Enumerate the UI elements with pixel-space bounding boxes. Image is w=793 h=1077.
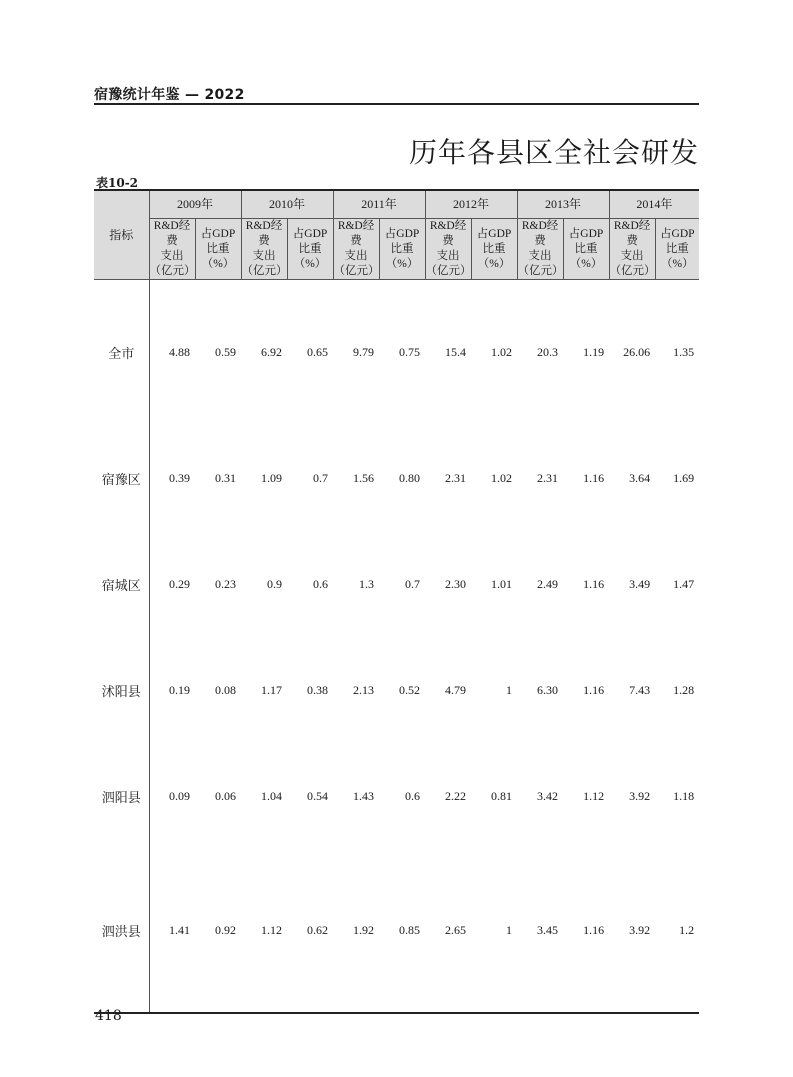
rd-expenditure-cell: 0.9 xyxy=(267,576,283,591)
gdp-share-cell: 0.59 xyxy=(215,345,237,359)
rd-expenditure-cell: 3.64 xyxy=(629,470,651,485)
rd-expenditure-cell: 3.45 xyxy=(517,849,563,1013)
rd-expenditure-cell: 0.09 xyxy=(169,788,190,803)
rd-expenditure-cell: 1.92 xyxy=(333,849,379,1013)
gdp-share-cell: 1.35 xyxy=(673,345,695,359)
header-line: （亿元） xyxy=(517,265,564,277)
rd-expenditure-cell: 2.49 xyxy=(537,576,559,591)
header-line: 支出 xyxy=(252,250,276,262)
rd-expenditure-cell: 2.31 xyxy=(537,470,559,485)
year-header: 2013年 xyxy=(517,190,609,219)
rd-expenditure-cell: 6.30 xyxy=(537,682,559,697)
table-row xyxy=(94,849,699,1013)
gdp-share-cell: 1.16 xyxy=(583,576,605,591)
rd-expenditure-cell: 6.92 xyxy=(261,345,283,359)
rd-expenditure-header xyxy=(333,219,379,280)
gdp-share-cell: 1.18 xyxy=(673,788,695,803)
region-name: 泗洪县 xyxy=(94,849,149,1013)
gdp-share-cell: 0.85 xyxy=(379,849,425,1013)
rd-expenditure-cell: 2.65 xyxy=(425,849,471,1013)
header-line: （%） xyxy=(661,257,694,270)
year-header: 2011年 xyxy=(333,190,425,219)
header-line: 比重 xyxy=(390,242,414,255)
gdp-share-cell: 0.7 xyxy=(313,470,329,485)
gdp-share-cell: 0.08 xyxy=(215,682,237,697)
gdp-share-cell: 0.81 xyxy=(491,788,513,803)
rd-expenditure-header xyxy=(517,219,563,280)
header-line: （亿元） xyxy=(609,265,656,277)
gdp-share-cell: 0.31 xyxy=(215,470,237,485)
rd-expenditure-cell: 1.56 xyxy=(353,470,375,485)
header-line: R&D经费 xyxy=(429,220,467,247)
rd-expenditure-cell: 1.17 xyxy=(261,682,283,697)
running-head: 宿豫统计年鉴 — 2022 xyxy=(94,87,245,103)
gdp-share-cell: 0.65 xyxy=(307,345,329,359)
header-line: 支出 xyxy=(620,250,644,262)
gdp-share-header xyxy=(563,219,609,280)
header-line: 比重 xyxy=(206,242,230,255)
header-line: （%） xyxy=(293,257,327,270)
rd-expenditure-cell: 1.3 xyxy=(359,576,375,591)
gdp-share-cell: 1.19 xyxy=(583,345,605,359)
rd-expenditure-cell: 20.3 xyxy=(537,345,559,359)
header-rule xyxy=(94,103,699,105)
table-row xyxy=(94,637,699,743)
rd-expenditure-cell: 2.31 xyxy=(445,470,467,485)
gdp-share-cell: 0.06 xyxy=(215,788,237,803)
table-row xyxy=(94,280,699,426)
header-line: 支出 xyxy=(344,250,368,262)
header-line: （%） xyxy=(201,257,235,270)
rd-expenditure-cell: 1.12 xyxy=(241,849,287,1013)
header-line: 占GDP xyxy=(384,227,420,240)
rd-expenditure-cell: 2.30 xyxy=(445,576,467,591)
header-line: 比重 xyxy=(574,242,598,255)
gdp-share-header xyxy=(655,219,699,280)
header-line: （亿元） xyxy=(425,265,472,277)
header-line: 比重 xyxy=(665,242,689,255)
header-line: 比重 xyxy=(298,242,322,255)
rd-expenditure-header xyxy=(425,219,471,280)
rd-expenditure-table xyxy=(94,189,699,1014)
gdp-share-header xyxy=(287,219,333,280)
rd-expenditure-cell: 3.92 xyxy=(629,788,651,803)
gdp-share-cell: 0.92 xyxy=(195,849,241,1013)
page-title: 历年各县区全社会研发 xyxy=(408,136,699,169)
header-line: R&D经费 xyxy=(337,220,375,247)
region-name: 沭阳县 xyxy=(94,637,149,743)
gdp-share-cell: 0.75 xyxy=(399,345,421,359)
header-line: R&D经费 xyxy=(245,220,283,247)
gdp-share-header xyxy=(471,219,517,280)
gdp-share-cell: 1.2 xyxy=(655,849,699,1013)
rd-expenditure-cell: 7.43 xyxy=(629,682,651,697)
header-line: 占GDP xyxy=(476,227,512,240)
gdp-share-cell: 0.6 xyxy=(313,576,329,591)
header-line: 比重 xyxy=(482,242,506,255)
rd-expenditure-cell: 3.42 xyxy=(537,788,559,803)
header-line: 占GDP xyxy=(660,227,695,240)
region-name: 全市 xyxy=(94,280,149,426)
header-line: （%） xyxy=(385,257,419,270)
table-row xyxy=(94,743,699,849)
gdp-share-cell: 1.01 xyxy=(491,576,513,591)
rd-expenditure-cell: 3.92 xyxy=(609,849,655,1013)
gdp-share-cell: 0.6 xyxy=(405,788,421,803)
header-line: 支出 xyxy=(436,250,460,262)
gdp-share-header xyxy=(195,219,241,280)
rd-expenditure-cell: 2.22 xyxy=(445,788,467,803)
region-name: 泗阳县 xyxy=(94,743,149,849)
gdp-share-cell: 1 xyxy=(471,849,517,1013)
rd-expenditure-cell: 1.43 xyxy=(353,788,375,803)
header-line: 占GDP xyxy=(292,227,328,240)
header-line: 支出 xyxy=(160,250,184,262)
data-table-container xyxy=(94,189,699,1014)
rd-expenditure-cell: 1.41 xyxy=(149,849,195,1013)
rd-expenditure-cell: 4.79 xyxy=(445,682,467,697)
header-line: R&D经费 xyxy=(613,220,651,247)
rd-expenditure-cell: 0.19 xyxy=(169,682,190,697)
page-number: 418 xyxy=(95,1008,122,1024)
gdp-share-cell: 1.16 xyxy=(583,470,605,485)
gdp-share-cell: 1.47 xyxy=(673,576,695,591)
rd-expenditure-header xyxy=(241,219,287,280)
year-header: 2010年 xyxy=(241,190,333,219)
gdp-share-cell: 0.80 xyxy=(399,470,421,485)
table-body xyxy=(94,280,699,1014)
rd-expenditure-header xyxy=(149,219,195,280)
header-line: （亿元） xyxy=(241,265,288,277)
rd-expenditure-cell: 3.49 xyxy=(629,576,651,591)
gdp-share-cell: 0.52 xyxy=(399,682,421,697)
rd-expenditure-cell: 9.79 xyxy=(353,345,375,359)
rd-expenditure-cell: 1.04 xyxy=(261,788,283,803)
gdp-share-cell: 1.28 xyxy=(673,682,695,697)
header-line: 支出 xyxy=(528,250,552,262)
rd-expenditure-cell: 0.29 xyxy=(169,576,190,591)
rd-expenditure-cell: 15.4 xyxy=(445,345,467,359)
region-name: 宿城区 xyxy=(94,531,149,637)
gdp-share-cell: 0.23 xyxy=(215,576,237,591)
header-line: （亿元） xyxy=(149,265,196,277)
rd-expenditure-cell: 2.13 xyxy=(353,682,375,697)
gdp-share-cell: 0.62 xyxy=(287,849,333,1013)
gdp-share-cell: 1.02 xyxy=(491,470,513,485)
gdp-share-cell: 0.38 xyxy=(307,682,329,697)
table-row xyxy=(94,531,699,637)
header-line: 占GDP xyxy=(568,227,604,240)
year-header: 2009年 xyxy=(149,190,241,219)
rd-expenditure-cell: 4.88 xyxy=(169,345,190,359)
gdp-share-cell: 1.12 xyxy=(583,788,605,803)
gdp-share-cell: 1.16 xyxy=(563,849,609,1013)
gdp-share-header xyxy=(379,219,425,280)
header-line: R&D经费 xyxy=(153,220,191,247)
region-name: 宿豫区 xyxy=(94,425,149,531)
table-header xyxy=(94,190,699,280)
gdp-share-cell: 1 xyxy=(506,682,513,697)
year-header: 2012年 xyxy=(425,190,517,219)
gdp-share-cell: 1.16 xyxy=(583,682,605,697)
header-line: 占GDP xyxy=(200,227,236,240)
gdp-share-cell: 0.54 xyxy=(307,788,329,803)
table-number: 表10-2 xyxy=(96,176,139,190)
header-line: R&D经费 xyxy=(521,220,559,247)
gdp-share-cell: 1.69 xyxy=(673,470,695,485)
rd-expenditure-cell: 26.06 xyxy=(623,345,651,359)
year-header: 2014年 xyxy=(609,190,699,219)
rd-expenditure-cell: 0.39 xyxy=(169,470,190,485)
header-line: （%） xyxy=(569,257,603,270)
gdp-share-cell: 0.7 xyxy=(405,576,421,591)
indicator-header: 指标 xyxy=(94,190,149,280)
header-line: （亿元） xyxy=(333,265,380,277)
rd-expenditure-cell: 1.09 xyxy=(261,470,283,485)
header-line: （%） xyxy=(477,257,511,270)
gdp-share-cell: 1.02 xyxy=(491,345,513,359)
table-row xyxy=(94,425,699,531)
rd-expenditure-header xyxy=(609,219,655,280)
